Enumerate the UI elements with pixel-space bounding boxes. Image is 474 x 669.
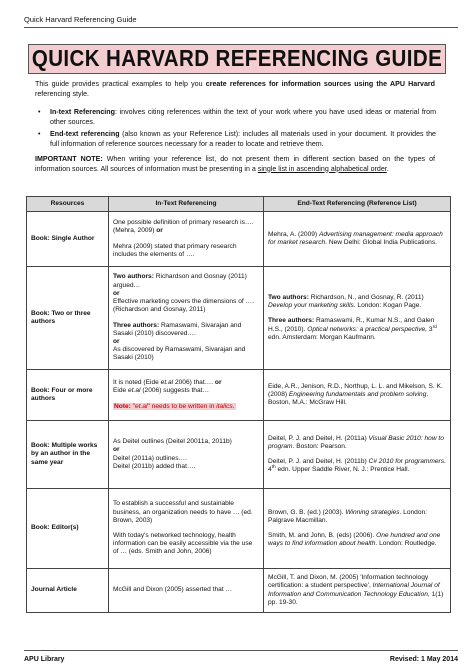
intext-line: With today's networked technology, health information can be easily accessible via the use of … (eds. Smith and John, 2006) bbox=[113, 532, 253, 556]
note-text: . bbox=[232, 402, 235, 410]
intext-cell bbox=[109, 421, 264, 489]
list-item bbox=[38, 130, 436, 149]
intro-text: This guide provides practical examples to help you bbox=[35, 80, 206, 88]
or-label: or bbox=[113, 337, 120, 345]
bullet-list bbox=[38, 108, 436, 152]
ref-author: Deitel, P. J. and Deitel, H. (2011b) bbox=[268, 458, 369, 465]
ref-author: Eide, A.R., Jenison, R.D., Northup, L. L. and Mikelson, S. K. (2008) bbox=[268, 382, 443, 398]
ref-title: Engineering fundamentals and problem solving bbox=[288, 390, 427, 398]
ref-publisher: . Boston, M.A.: McGraw Hill. bbox=[268, 390, 429, 407]
intext-line: Richardson and Gosnay (2011) argued… bbox=[113, 273, 247, 289]
endtext-cell bbox=[264, 212, 451, 267]
intext-line: It is noted (Eide bbox=[113, 379, 161, 387]
intext-line: Deitel (2011b) added that…. bbox=[113, 462, 196, 470]
ref-publisher: 1(1) pp. 19-30. bbox=[268, 590, 444, 606]
ref-author: Smith, M. and John, B. (eds) (2006). bbox=[268, 532, 377, 539]
table-row bbox=[27, 370, 451, 421]
intext-line: To establish a successful and sustainable business, an organization needs to have … (ed. Brown, 2003) bbox=[113, 500, 253, 524]
page-title: QUICK HARVARD REFERENCING GUIDE bbox=[31, 45, 443, 72]
header-rule bbox=[24, 27, 458, 28]
ref-author: McGill, T. and Dixon, M. (2005) 'Information technology certification: a student perspective', bbox=[268, 574, 429, 590]
intext-cell bbox=[109, 370, 264, 421]
column-header-intext: In-Text Referencing bbox=[109, 197, 264, 212]
note-label: Note: bbox=[114, 402, 131, 410]
ref-title: Winning strategies bbox=[345, 508, 400, 516]
table-row bbox=[27, 212, 451, 267]
note-label: IMPORTANT NOTE: bbox=[35, 155, 103, 163]
resource-cell: Book: Single Author bbox=[27, 212, 109, 267]
author-count-label: Two authors: bbox=[113, 273, 154, 281]
ref-publisher: . Boston: Pearson. bbox=[292, 442, 347, 450]
etal-italic: et.al bbox=[128, 387, 141, 395]
ref-publisher: . London: Kogan Page. bbox=[353, 302, 422, 310]
ref-publisher: . London: Routledge. bbox=[375, 540, 437, 548]
etal-italic: et.al bbox=[135, 402, 148, 410]
intext-line: 2006) that…. bbox=[173, 379, 215, 387]
ref-title: Visual Basic 2010: how to program bbox=[268, 434, 444, 450]
intro-text-end: referencing style. bbox=[35, 89, 90, 98]
ref-edition-sup: th bbox=[271, 465, 276, 471]
table-row bbox=[27, 569, 451, 613]
ref-title: Advertising management: media approach for market research bbox=[268, 230, 443, 246]
list-item bbox=[38, 108, 436, 127]
ref-publisher: . London: Palgrave Macmillan. bbox=[268, 508, 428, 524]
intext-line: Ramaswami, Sivarajan and Sasaki (2010) discovered…. bbox=[113, 321, 242, 337]
ref-title: One hundred and one ways to find information about health bbox=[268, 532, 441, 548]
bullet-term: End-text referencing bbox=[50, 130, 120, 139]
column-header-resources: Resources bbox=[27, 197, 109, 212]
note-text: When writing your reference list, do not present them in different section based on the types of information sources. All sources of information must be presenting in a bbox=[35, 155, 435, 173]
ref-author: Brown, G. B. (ed.) (2003). bbox=[268, 508, 346, 516]
intext-line: Mehra (2009) stated that primary research includes the elements of …. bbox=[113, 242, 237, 258]
title-banner bbox=[28, 44, 446, 74]
italics-note-highlight bbox=[113, 403, 236, 410]
intext-cell bbox=[109, 489, 264, 569]
ref-publisher: edn. Amsterdam: Morgan Kaufmann. bbox=[268, 333, 376, 341]
endtext-cell bbox=[264, 267, 451, 370]
ref-publisher: . New Delhi: Global India Publications. bbox=[325, 239, 437, 246]
intro-bold: create references for information sources using the APU Harvard bbox=[205, 80, 435, 88]
author-count-label: Three authors: bbox=[268, 317, 315, 325]
resource-cell: Book: Two or three authors bbox=[27, 267, 109, 370]
endtext-cell bbox=[264, 489, 451, 569]
or-label: or bbox=[214, 379, 222, 387]
italics-word: italics bbox=[216, 402, 233, 410]
important-note bbox=[35, 155, 435, 174]
intext-line: As Deitel outlines (Deitel 20011a, 2011b) bbox=[113, 438, 232, 446]
footer-rule bbox=[24, 650, 458, 651]
ref-author: Richardson, N., and Gosnay, R. (2011) bbox=[308, 293, 424, 301]
ref-author: Mehra, A. (2009) bbox=[268, 230, 319, 238]
endtext-cell bbox=[264, 569, 451, 613]
intext-line: Effective marketing covers the dimensions of ….(Richardson and Gosnay, 2011) bbox=[113, 298, 254, 314]
note-text: " needs to be written in bbox=[147, 402, 217, 410]
resource-cell: Book: Four or more authors bbox=[27, 370, 109, 421]
table-row bbox=[27, 421, 451, 489]
note-text: " bbox=[130, 402, 136, 410]
intext-cell bbox=[109, 267, 264, 370]
resource-cell: Book: Editor(s) bbox=[27, 489, 109, 569]
author-count-label: Two authors: bbox=[268, 293, 309, 301]
intext-line: Eide bbox=[113, 387, 129, 395]
bullet-text: (also known as your Reference List): includes all materials used in your document. It provides the full information of reference sources necessary for a reader to locate and retrieve them. bbox=[50, 130, 436, 148]
footer-library: APU Library bbox=[24, 656, 65, 663]
intext-cell bbox=[109, 569, 264, 613]
ref-title: C# 2010 for programmers bbox=[368, 458, 445, 465]
intext-line: One possible definition of primary research is….(Mehra, 2009) bbox=[113, 219, 254, 235]
resource-cell: Book: Multiple works by an author in the same year bbox=[27, 421, 109, 489]
ref-publisher: edn. Upper Saddle River, N. J.: Prentice Hall. bbox=[275, 466, 410, 474]
ref-edition: . 4 bbox=[268, 458, 446, 474]
endtext-cell bbox=[264, 370, 451, 421]
intext-line: McGill and Dixon (2005) asserted that … bbox=[113, 586, 233, 594]
intext-line: (2006) suggests that… bbox=[140, 387, 210, 395]
intext-line: As discovered by Ramaswami, Sivarajan and Sasaki (2010) bbox=[113, 346, 246, 362]
ref-title: Develop your marketing skills bbox=[268, 302, 354, 310]
ref-author: Ramaswami, R., Kumar N.S., and Galen H.S., (2010). bbox=[268, 317, 435, 333]
author-count-label: Three authors: bbox=[113, 321, 160, 329]
table-row bbox=[27, 267, 451, 370]
column-header-endtext: End-Text Referencing (Reference List) bbox=[264, 197, 451, 212]
footer-revised: Revised: 1 May 2014 bbox=[389, 656, 458, 663]
or-label: or bbox=[156, 227, 163, 235]
ref-edition-sup: rd bbox=[432, 324, 437, 330]
intext-line: Deitel (2011a) outlines…. bbox=[113, 454, 187, 462]
running-header: Quick Harvard Referencing Guide bbox=[24, 15, 137, 24]
ref-title: International Journal of Information and Communication Technology Education, bbox=[268, 582, 440, 598]
or-label: or bbox=[113, 446, 120, 454]
intext-cell bbox=[109, 212, 264, 267]
bullet-text: : involves citing references within the text of your work where you have used ideas or material from other sources. bbox=[50, 108, 437, 126]
reference-table bbox=[26, 196, 451, 613]
bullet-icon: • bbox=[38, 109, 41, 116]
ref-author: Deitel, P. J. and Deitel, H. (2011a) bbox=[268, 434, 369, 442]
or-label: or bbox=[113, 289, 120, 297]
table-row bbox=[27, 489, 451, 569]
table-header-row bbox=[27, 197, 451, 212]
endtext-cell bbox=[264, 421, 451, 489]
note-underlined: single list in ascending alphabetical order bbox=[257, 164, 387, 173]
resource-cell: Journal Article bbox=[27, 569, 109, 613]
intro-paragraph bbox=[35, 80, 435, 99]
etal-italic: et.al bbox=[160, 379, 174, 387]
ref-title: Optical networks: a practical perspective, bbox=[307, 325, 428, 333]
ref-edition: 3 bbox=[427, 325, 433, 333]
bullet-term: In-text Referencing bbox=[50, 108, 115, 116]
bullet-icon: • bbox=[38, 131, 41, 139]
note-end: . bbox=[386, 164, 389, 173]
